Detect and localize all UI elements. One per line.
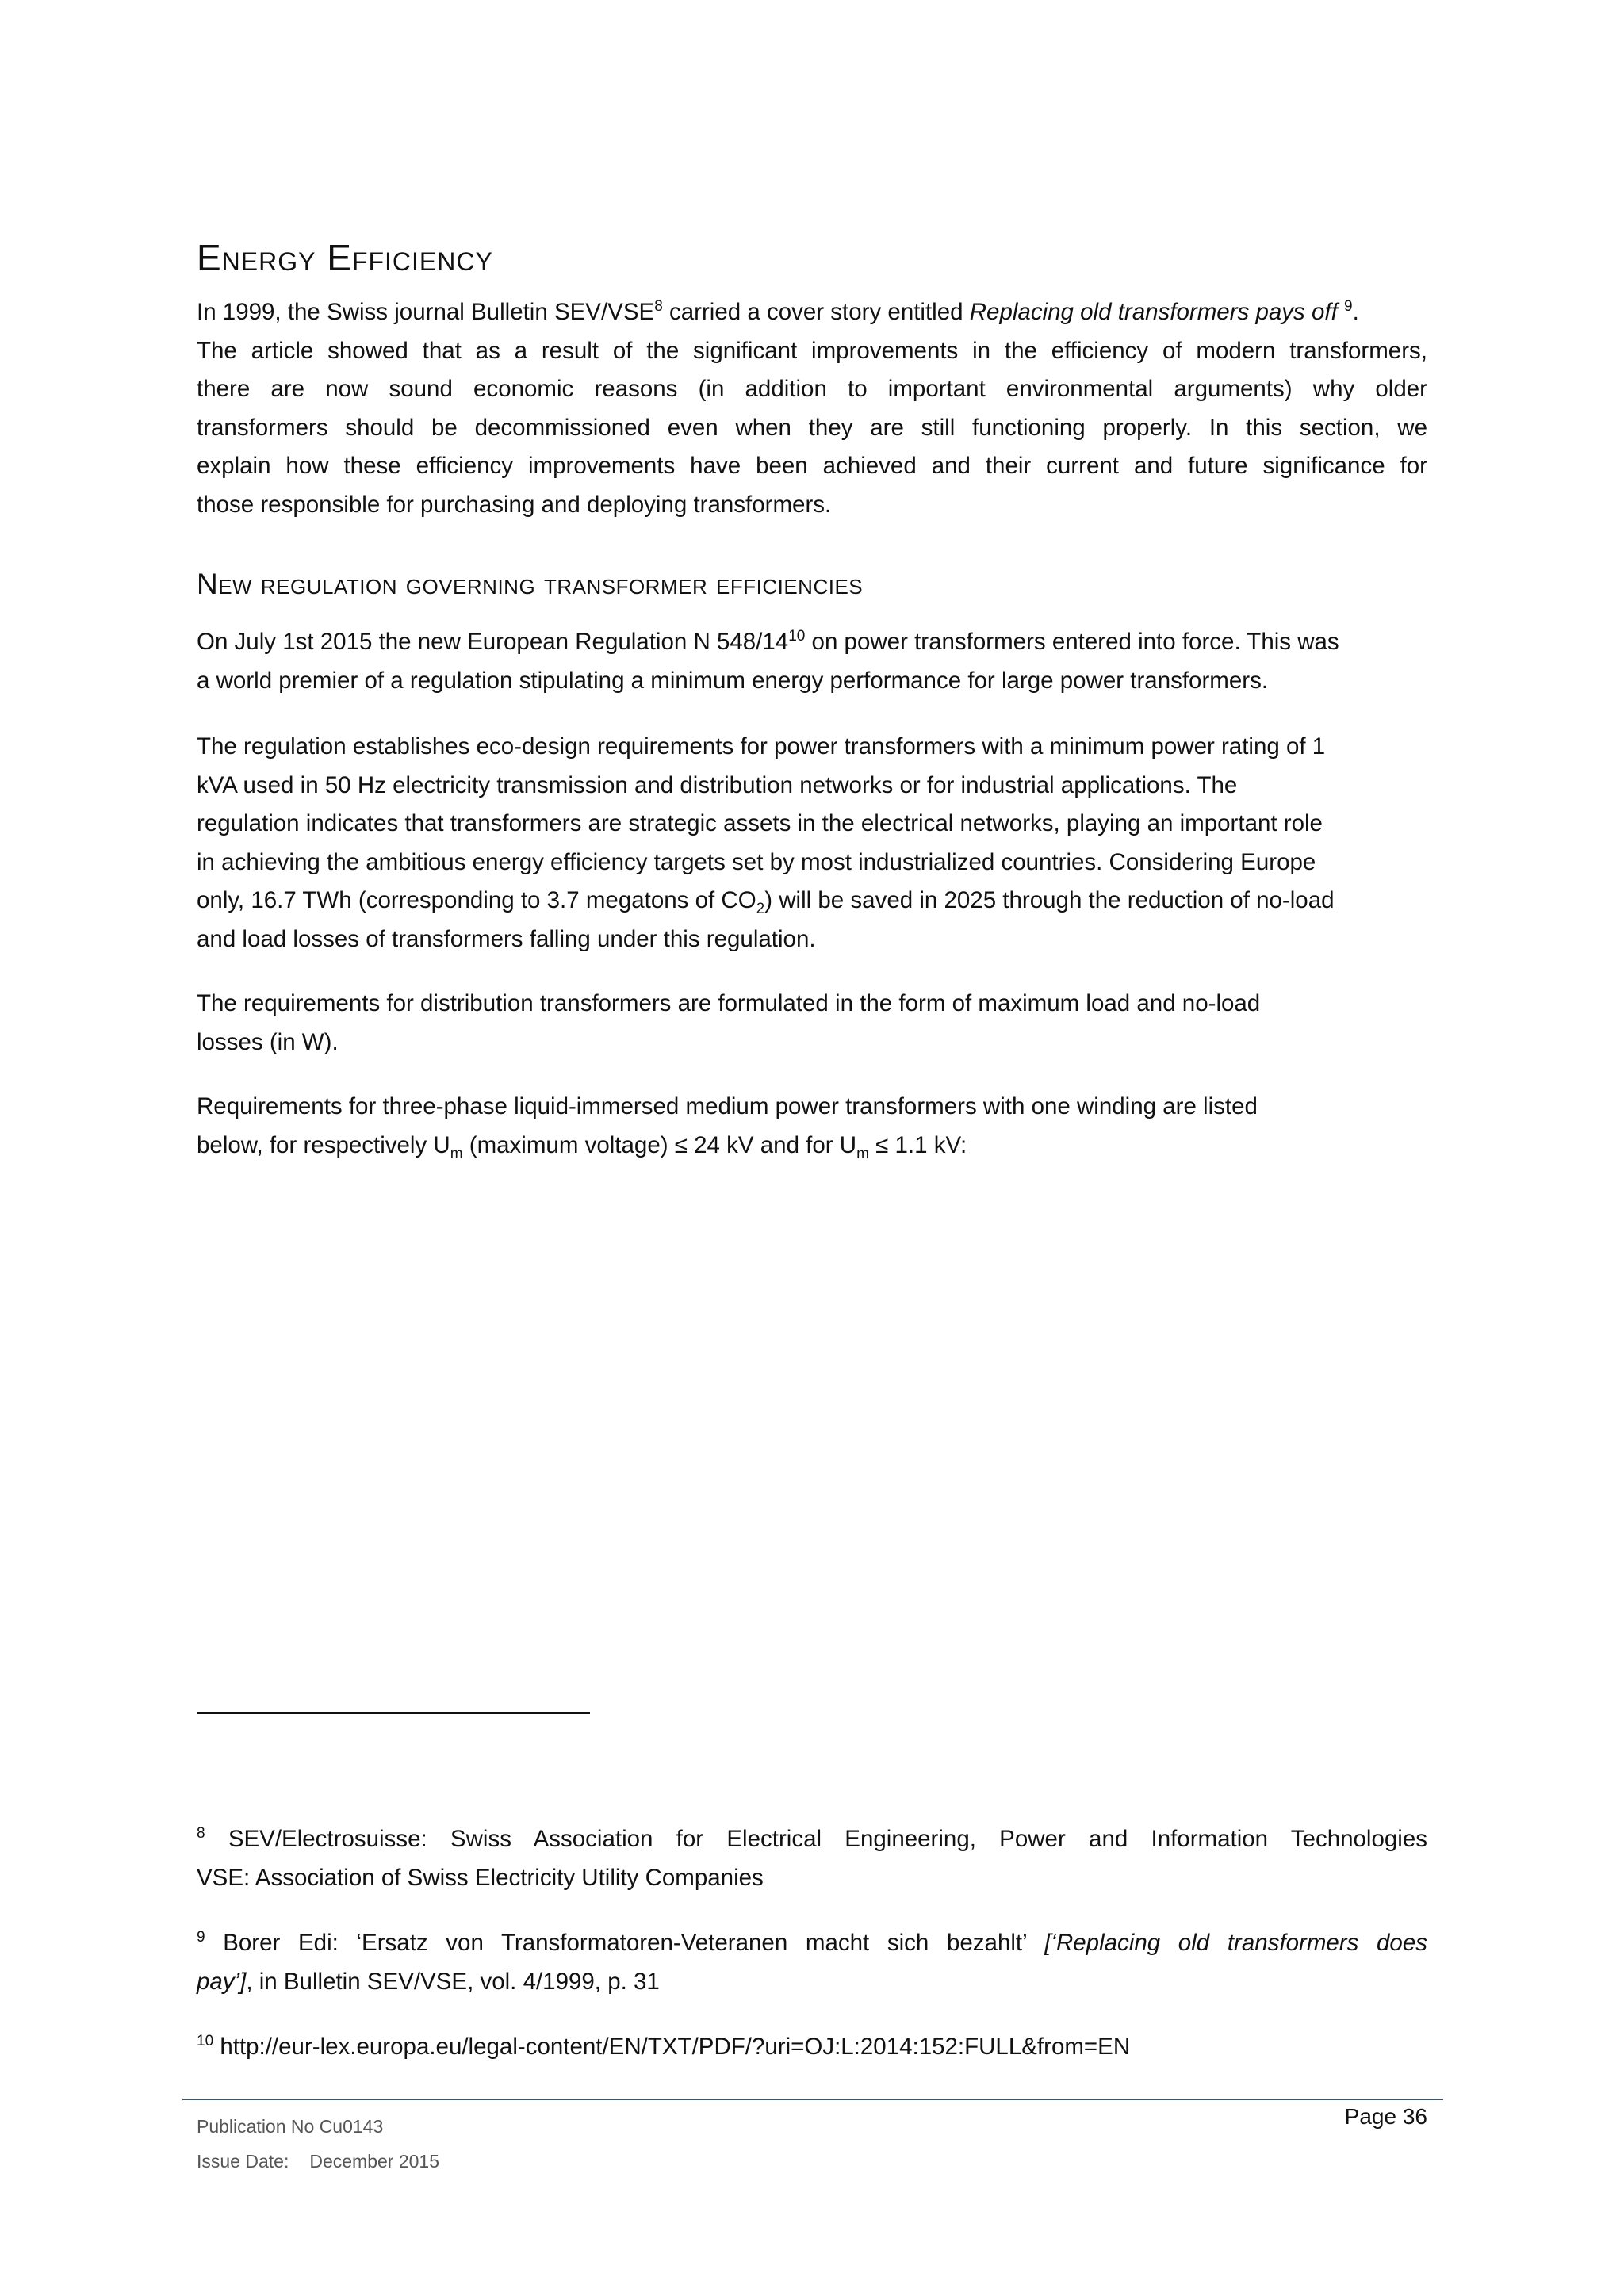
footnote-separator bbox=[197, 1712, 590, 1714]
paragraph-line: there are now sound economic reasons (in addition to important environmental arguments) why older bbox=[197, 376, 1427, 402]
footnote-line: pay’], in Bulletin SEV/VSE, vol. 4/1999, p. 31 bbox=[197, 1968, 660, 1995]
paragraph-line: and load losses of transformers falling under this regulation. bbox=[197, 925, 816, 952]
footer-publication-info bbox=[197, 2109, 439, 2179]
paragraph-line: kVA used in 50 Hz electricity transmission and distribution networks or for industrial applications. The bbox=[197, 771, 1238, 798]
paragraph-eco-design bbox=[197, 728, 1427, 959]
page-number: Page 36 bbox=[1344, 2104, 1427, 2129]
paragraph-line: Requirements for three-phase liquid-immersed medium power transformers with one winding are listed bbox=[197, 1093, 1258, 1119]
paragraph-line: those responsible for purchasing and deploying transformers. bbox=[197, 491, 832, 518]
footnote-8 bbox=[197, 1820, 1427, 1897]
paragraph-line: a world premier of a regulation stipulating a minimum energy performance for large power transformers. bbox=[197, 667, 1269, 694]
footnote-10 bbox=[197, 2028, 1427, 2067]
paragraph-line: in achieving the ambitious energy efficiency targets set by most industrialized countries. Considering Europe bbox=[197, 848, 1316, 875]
footnote-ref-10[interactable]: 10 bbox=[788, 628, 806, 645]
paragraph-regulation-intro bbox=[197, 623, 1427, 700]
section-heading-energy-efficiency: Energy Efficiency bbox=[197, 237, 493, 278]
paragraph-line: In 1999, the Swiss journal Bulletin SEV/VSE$^8$ carried a cover story entitled Replacing old transformers pays off $^9$. bbox=[197, 298, 1359, 325]
paragraph-line: explain how these efficiency improvements have been achieved and their current and future significance for bbox=[197, 453, 1427, 479]
paragraph-line: regulation indicates that transformers are strategic assets in the electrical networks, playing an important role bbox=[197, 810, 1323, 836]
footnote-ref-8[interactable]: 8 bbox=[654, 298, 663, 316]
paragraph-line: transformers should be decommissioned even when they are still functioning properly. In this section, we bbox=[197, 414, 1427, 441]
footnote-line: VSE: Association of Swiss Electricity Utility Companies bbox=[197, 1864, 764, 1891]
footnote-line: $^8$ SEV/Electrosuisse: Swiss Association for Electrical Engineering, Power and Information Technologies bbox=[197, 1825, 1427, 1852]
paragraph-line: On July 1st 2015 the new European Regulation N $548/14^{10}$ on power transformers entered into force. This was bbox=[197, 628, 1339, 655]
footnote-9 bbox=[197, 1924, 1427, 2001]
article-title: Replacing old transformers pays off bbox=[969, 299, 1338, 325]
publication-number: Publication No Cu0143 bbox=[197, 2116, 384, 2137]
paragraph-line: below, for respectively $U_m$ (maximum voltage) ≤ 24 kV and for $U_m \le 1.1$ kV: bbox=[197, 1131, 967, 1162]
footnote-ref-9[interactable]: 9 bbox=[1343, 298, 1353, 316]
footer-separator bbox=[182, 2099, 1443, 2100]
issue-date: Issue Date: December 2015 bbox=[197, 2151, 439, 2172]
footnote-line: $^9$ Borer Edi: ‘Ersatz von Transformatoren-Veteranen macht sich bezahlt’ [‘Replacing old transformers does bbox=[197, 1929, 1427, 1956]
paragraph-line: only, 16.7 TWh (corresponding to 3.7 megatons of $CO_2$) will be saved in 2025 through the reduction of no-load bbox=[197, 887, 1335, 917]
footnote-line: $^{10}$ http://eur-lex.europa.eu/legal-content/EN/TXT/PDF/?uri=OJ:L:2014:152:FULL&from=EN bbox=[197, 2033, 1131, 2060]
footnote-url[interactable]: http://eur-lex.europa.eu/legal-content/EN/TXT/PDF/?uri=OJ:L:2014:152:FULL&from=EN bbox=[213, 2034, 1131, 2060]
paragraph-requirements bbox=[197, 985, 1427, 1062]
paragraph-line: The regulation establishes eco-design requirements for power transformers with a minimum power rating of 1 bbox=[197, 733, 1326, 760]
paragraph-line: The requirements for distribution transformers are formulated in the form of maximum load and no-load bbox=[197, 990, 1261, 1016]
paragraph-intro bbox=[197, 293, 1427, 524]
paragraph-three-phase bbox=[197, 1088, 1427, 1165]
paragraph-line: losses (in W). bbox=[197, 1028, 339, 1055]
paragraph-line: The article showed that as a result of the significant improvements in the efficiency of modern transformers, bbox=[197, 337, 1427, 364]
subsection-heading-new-regulation: New regulation governing transformer efficiencies bbox=[197, 568, 864, 600]
